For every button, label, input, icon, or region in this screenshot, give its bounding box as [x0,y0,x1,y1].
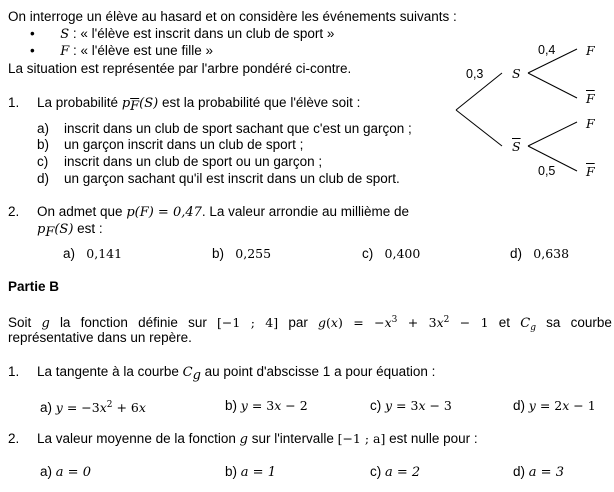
question-text [37,203,409,221]
math-p: p [37,222,46,237]
weight-sbar-fbar: 0,5 [538,164,556,178]
option-label: a) [37,121,50,136]
node-fbar: $\overline{F}$ [586,164,595,179]
math-arg: (S) [54,222,74,237]
question-number: 1. [8,364,20,379]
math-p: p [121,96,131,111]
question-prefix: On admet que [37,204,127,219]
answer-option: d) 0,638 [510,246,570,261]
event-text: : « l'élève est inscrit dans un club de sport » [69,26,335,41]
branch-sbar-f [528,122,577,146]
bullet-icon: • [30,43,35,58]
branch-root-sbar [456,110,502,146]
math-expression: p(F) = 0,47 [126,205,202,220]
question-text-line2 [37,220,103,241]
math-c: C [182,365,193,380]
answer-option: a) 0,141 [63,246,123,261]
answer-option: c) 0,400 [362,246,421,261]
answer-option: b) y = 3x − 2 [225,398,308,413]
math-sub: g [192,368,201,383]
answer-option: b) a = 1 [225,464,276,480]
event-symbol: F [60,44,70,59]
node-f: F [586,116,595,131]
answer-value: y = 3x − 3 [385,398,452,413]
answer-option: b) 0,255 [212,246,272,261]
partb-intro-line2: représentative dans un repère. [8,330,192,345]
question-prefix: La tangente à la courbe [37,364,183,379]
answer-value: y = 3x − 2 [240,398,308,413]
curve-name: $C_g$ [520,316,536,333]
event-symbol: S [60,27,70,42]
math-g: g [239,432,248,447]
math-sub: F [130,99,140,114]
question-middle: sur l'intervalle [247,431,338,446]
question-middle: . La valeur arrondie au millième de [201,204,410,219]
weight-root-s: 0,3 [466,67,484,81]
answer-option: d) y = 2x − 1 [513,398,596,413]
math-arg: (S) [139,96,159,111]
node-f: F [586,43,595,58]
answer-option: c) a = 2 [370,464,421,480]
event-item-f [30,42,213,60]
question-suffix: est nulle pour : [385,431,478,446]
partb-intro: Soit g la fonction définie sur [−1 ; 4] par $g(x) = -x^3 + 3x^2 - 1$ et $C_g$ sa courbe [8,315,612,333]
option-text: inscrit dans un club de sport sachant que c'est un garçon ; [64,121,412,136]
intro-line: La situation est représentée par l'arbre pondéré ci-contre. [8,61,352,76]
answer-option: c) y = 3x − 3 [370,398,452,413]
option-label: d) [37,171,50,186]
question-text [37,430,478,448]
option-label: c) [37,154,49,169]
node-sbar: $\overline{S}$ [512,139,521,154]
math-interval: [−1 ; a] [337,431,386,446]
question-suffix: est : [73,221,103,236]
bullet-icon: • [30,26,35,41]
probability-tree [440,30,614,190]
answer-value: $y = -3x^2 + 6x$ [55,400,146,415]
answer-option: a) a = 0 [40,464,91,480]
intro-line: On interroge un élève au hasard et on considère les événements suivants : [8,9,457,24]
question-number: 1. [8,95,20,110]
node-s: S [512,66,521,81]
answer-value: y = 2x − 1 [528,398,596,413]
question-number: 2. [8,204,20,219]
answer-option: d) a = 3 [513,464,564,480]
branch-s-fbar [528,73,577,98]
option-text: un garçon sachant qu'il est inscrit dans un club de sport. [64,171,400,186]
option-label: b) [37,137,50,152]
question-number: 2. [8,431,20,446]
option-text: un garçon inscrit dans un club de sport ; [64,137,304,152]
question-suffix: au point d'abscisse 1 a pour équation : [200,364,436,379]
question-suffix: est la probabilité que l'élève soit : [158,95,361,110]
question-prefix: La probabilité [37,95,122,110]
function-definition: $g(x) = -x^3 + 3x^2 - 1$ [318,315,489,330]
question-prefix: La valeur moyenne de la fonction [37,431,240,446]
question-text [37,363,435,384]
answer-option: a) $y = -3x^2 + 6x$ [40,400,146,415]
option-text: inscrit dans un club de sport ou un garçon ; [64,154,323,169]
event-text: : « l'élève est une fille » [69,43,213,58]
weight-s-f: 0,4 [538,43,556,57]
event-item-s [30,25,334,43]
math-sub: F [45,225,55,240]
section-title: Partie B [8,279,60,294]
question-text [37,94,360,115]
node-fbar: $\overline{F}$ [586,91,595,106]
